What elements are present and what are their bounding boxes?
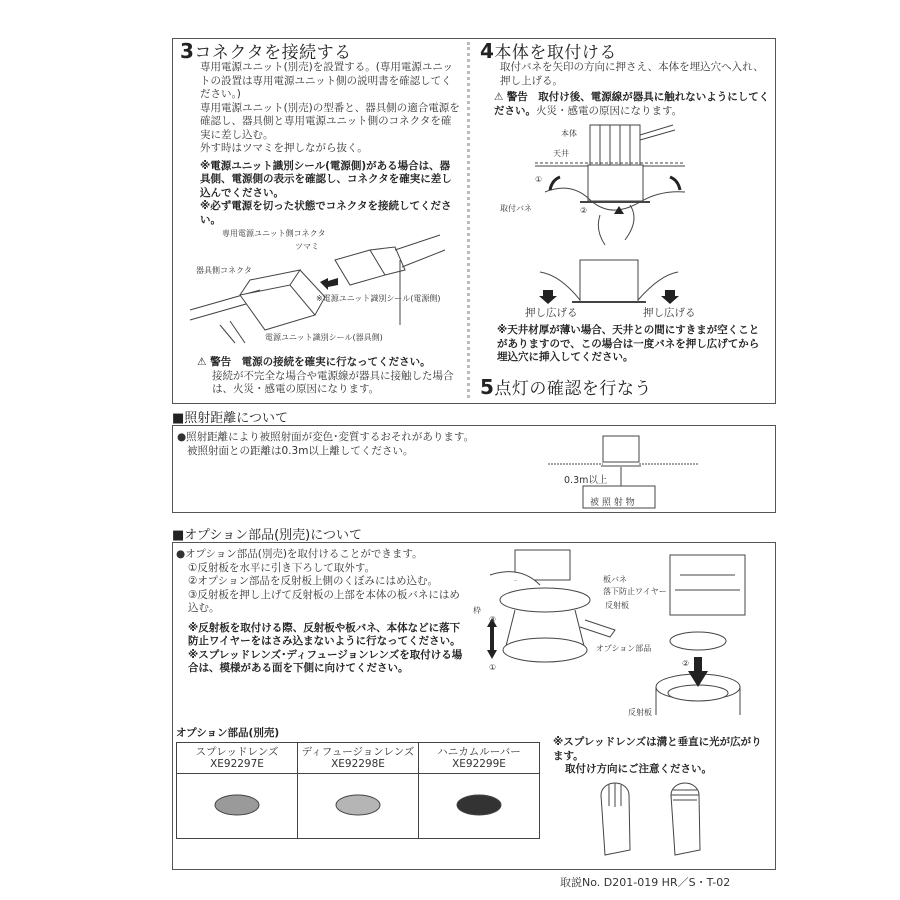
- label-step1: ①: [489, 663, 497, 672]
- distance-line2: 被照射面との距離は0.3m以上離してください。: [187, 445, 414, 457]
- label-ceiling: 天井: [553, 149, 569, 158]
- label-fixture-connector: 器具側コネクタ: [196, 266, 252, 275]
- step5-title: 点灯の確認を行なう: [494, 379, 652, 399]
- label-seal-fixture: 電源ユニット識別シール(器具側): [265, 333, 383, 342]
- options-step: ②オプション部品を反射板上側のくぼみにはめ込む。: [188, 575, 438, 587]
- step-number: 3: [180, 39, 195, 63]
- step3-note1: ※電源ユニット識別シール(電源側)がある場合は、器具側、電源側の表示を確認し、コネクタを確実に差し込んでください。: [200, 159, 452, 199]
- spread-lens-image: [215, 795, 259, 815]
- label-unit-connector: 専用電源ユニット側コネクタ: [222, 229, 326, 238]
- mounting-diagram: [490, 120, 690, 320]
- label-reflector: 反射板: [605, 601, 629, 610]
- step-number: 5: [480, 375, 495, 399]
- distance-heading: ■照射距離について: [172, 411, 289, 426]
- step3-section: [180, 38, 460, 227]
- honeycomb-louver-image: [457, 795, 501, 815]
- spread-lens-orientation-diagram: [585, 780, 715, 860]
- part-name: スプレッドレンズ: [195, 746, 279, 758]
- label-option-part: オプション部品: [596, 644, 652, 653]
- part-header: [177, 743, 298, 774]
- step4-note: ※天井材厚が薄い場合、天井との間にすきまが空くことがありますので、この場合は一度バネを押し広げてから埋込穴に挿入してください。: [497, 324, 760, 363]
- document-number: 取説No. D201-019 HR／S・T-02: [560, 876, 731, 889]
- step4-para1: 取付バネを矢印の方向に押さえ、本体を埋込穴へ入れ、押し上げる。: [500, 61, 764, 87]
- column-divider: [467, 42, 470, 398]
- label-spring: 取付バネ: [500, 204, 532, 213]
- step4-warning-bold: 警告 取付け後、電源線が器具に触れないようにしてください。: [494, 91, 770, 117]
- step3-para1: 専用電源ユニット(別売)を設置する。(専用電源ユニットの設置は専用電源ユニット側の説明書を確認してください。): [200, 61, 453, 100]
- label-body: 本体: [561, 129, 577, 138]
- arrow-down-icon: [661, 290, 679, 304]
- part-code: XE92298E: [331, 758, 385, 770]
- part-image-cell: [298, 774, 419, 839]
- options-intro: ●オプション部品(別売)を取付けることができます。: [176, 548, 423, 560]
- step3-warning-body: 接続が不完全な場合や電源線が器具に接触した場合は、火災・感電の原因になります。: [212, 369, 454, 395]
- options-note2: ※スプレッドレンズ･ディフュージョンレンズを取付ける場合は、模様がある面を下側に向けてください。: [188, 648, 463, 674]
- connector-diagram: [180, 225, 465, 345]
- part-code: XE92297E: [210, 758, 264, 770]
- step4-title: 本体を取付ける: [494, 43, 617, 63]
- arrow-down-icon: [539, 290, 557, 304]
- label-leaf-spring: 板バネ: [603, 575, 627, 584]
- distance-line1: ●照射距離により被照射面が変色･変質するおそれがあります。: [177, 431, 475, 443]
- part-image-cell: [419, 774, 540, 839]
- label-reflector-2: 反射板: [628, 708, 652, 717]
- part-name: ディフュージョンレンズ: [301, 746, 415, 758]
- options-step: ③反射板を押し上げて反射板の上部を本体の板バネにはめ込む。: [188, 588, 460, 614]
- part-image-cell: [177, 774, 298, 839]
- label-wire: 落下防止ワイヤー: [603, 587, 667, 596]
- arrow-icon: [320, 278, 338, 290]
- options-text: [176, 548, 466, 676]
- step3-body: [180, 61, 460, 227]
- part-name: ハニカムルーバー: [437, 746, 521, 758]
- part-header: [298, 743, 419, 774]
- step3-note2: ※必ず電源を切った状態でコネクタを接続してください。: [200, 200, 452, 226]
- label-step2: ②: [682, 659, 690, 668]
- spread-note-2: 取付け方向にご注意ください。: [565, 763, 712, 775]
- options-table: [176, 742, 540, 839]
- step4-warning: [480, 91, 770, 118]
- object-label: 被 照 射 物: [590, 498, 635, 508]
- options-note1: ※反射板を取付ける際、反射板や板バネ、本体などに落下防止ワイヤーをはさみ込まないように行なってください。: [188, 621, 461, 647]
- label-step3: ③: [489, 615, 497, 624]
- spread-note-1: ※スプレッドレンズは溝と垂直に光が広がります。: [553, 736, 762, 762]
- option-install-diagram: [480, 545, 770, 715]
- part-code: XE92299E: [452, 758, 506, 770]
- options-heading: ■オプション部品(別売)について: [172, 528, 362, 543]
- step4-heading: [480, 38, 770, 63]
- label-seal-power: ※電源ユニット識別シール(電源側): [316, 294, 441, 303]
- part-header: [419, 743, 540, 774]
- step5-heading: [480, 374, 652, 399]
- step-number: 4: [480, 39, 495, 63]
- label-knob: ツマミ: [295, 242, 319, 251]
- step3-para2: 専用電源ユニット(別売)の型番と、器具側の適合電源を確認し、器具側と専用電源ユニット側のコネクタを確実に差し込む。: [200, 101, 460, 141]
- step3-warning: [197, 356, 465, 397]
- step3-warning-title: 警告 電源の接続を確実に行なってください。: [210, 356, 431, 368]
- options-step: ①反射板を水平に引き下ろして取外す。: [188, 561, 376, 574]
- options-table-title: オプション部品(別売): [176, 727, 280, 739]
- step3-para3: 外す時はツマミを押しながら抜く。: [200, 142, 368, 154]
- step3-title: コネクタを接続する: [194, 43, 352, 63]
- warning-icon: ⚠: [197, 356, 207, 368]
- arrow-updown-icon: [487, 618, 497, 659]
- step4-warning-rest: 火災・感電の原因になります。: [536, 104, 683, 117]
- distance-label: 0.3m以上: [564, 475, 608, 486]
- step3-heading: [180, 38, 460, 63]
- label-step2: ②: [580, 206, 588, 215]
- label-step1: ①: [535, 175, 543, 184]
- step4-section: [480, 38, 770, 118]
- spread-note: [553, 736, 768, 777]
- diffusion-lens-image: [336, 795, 380, 815]
- label-push-left: 押し広げる: [525, 307, 578, 319]
- distance-frame: [172, 425, 776, 513]
- warning-icon: ⚠: [494, 91, 504, 103]
- label-push-right: 押し広げる: [643, 307, 696, 319]
- label-frame: 枠: [473, 606, 481, 615]
